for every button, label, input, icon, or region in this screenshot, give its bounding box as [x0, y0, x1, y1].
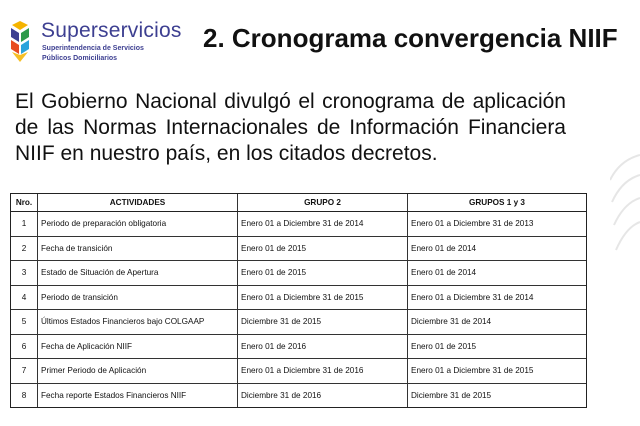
groups-1-3-date-cell: Enero 01 de 2014	[408, 237, 586, 262]
table-row	[11, 335, 586, 360]
row-number-cell: 1	[11, 212, 38, 237]
activity-cell: Periodo de preparación obligatoria	[38, 212, 238, 237]
decorative-lines-icon	[610, 150, 640, 270]
row-number-cell: 2	[11, 237, 38, 262]
page-title: 2. Cronograma convergencia NIIF	[203, 23, 618, 53]
group-2-date-cell: Diciembre 31 de 2015	[238, 310, 408, 335]
row-number-cell: 6	[11, 335, 38, 360]
row-number-cell: 8	[11, 384, 38, 408]
activity-cell: Fecha reporte Estados Financieros NIIF	[38, 384, 238, 408]
logo-name: Superservicios	[41, 19, 182, 42]
table-row	[11, 359, 586, 384]
groups-1-3-date-cell: Diciembre 31 de 2015	[411, 390, 492, 400]
groups-1-3-date-cell: Enero 01 de 2015	[408, 335, 586, 360]
table-row	[11, 237, 586, 262]
activity-cell: Primer Periodo de Aplicación	[38, 359, 238, 384]
groups-1-3-date-cell: Enero 01 a Diciembre 31 de 2014	[408, 286, 586, 311]
row-number-cell: 5	[11, 310, 38, 335]
groups-1-3-date-cell: Enero 01 de 2014	[408, 261, 586, 286]
activity-cell: Estado de Situación de Apertura	[38, 261, 238, 286]
row-number-cell: 3	[11, 261, 38, 286]
header-activities: ACTIVIDADES	[38, 194, 238, 212]
row-number-cell: 4	[11, 286, 38, 311]
table-row	[11, 212, 586, 237]
table-row	[11, 261, 586, 286]
groups-1-3-date-cell: Enero 01 a Diciembre 31 de 2015	[408, 359, 586, 384]
superservicios-logo	[6, 19, 182, 65]
groups-1-3-date-cell: Diciembre 31 de 2014	[408, 310, 586, 335]
intro-paragraph: El Gobierno Nacional divulgó el cronograma de aplicación de las Normas Internacionales de Información Financiera NIIF en nuestro país, en los citados decretos.	[15, 90, 566, 165]
logo-subtitle-1: Superintendencia de Servicios	[42, 45, 144, 52]
groups-1-3-date-cell: Enero 01 a Diciembre 31 de 2013	[408, 212, 586, 237]
activity-cell: Fecha de transición	[38, 237, 238, 262]
schedule-table	[10, 193, 587, 408]
table-row	[11, 310, 586, 335]
logo-subtitle-2: Públicos Domiciliarios	[42, 55, 118, 62]
logo-mark-icon	[6, 19, 38, 65]
table-row	[11, 286, 586, 311]
activity-cell: Últimos Estados Financieros bajo COLGAAP	[38, 310, 238, 335]
header-nro: Nro.	[11, 194, 38, 212]
group-2-date-cell: Enero 01 a Diciembre 31 de 2014	[238, 212, 408, 237]
table-header-row	[11, 194, 586, 212]
table-row	[11, 384, 586, 408]
header-groups-1-3: GRUPOS 1 y 3	[408, 194, 586, 212]
group-2-date-cell: Enero 01 de 2015	[238, 261, 408, 286]
group-2-date-cell: Diciembre 31 de 2016	[238, 384, 408, 408]
group-2-date-cell: Enero 01 de 2015	[238, 237, 408, 262]
activity-cell: Periodo de transición	[38, 286, 238, 311]
row-number-cell: 7	[11, 359, 38, 384]
group-2-date-cell: Enero 01 a Diciembre 31 de 2015	[238, 286, 408, 311]
group-2-date-cell: Enero 01 de 2016	[238, 335, 408, 360]
header-group-2: GRUPO 2	[238, 194, 408, 212]
activity-cell: Fecha de Aplicación NIIF	[38, 335, 238, 360]
group-2-date-cell: Enero 01 a Diciembre 31 de 2016	[238, 359, 408, 384]
